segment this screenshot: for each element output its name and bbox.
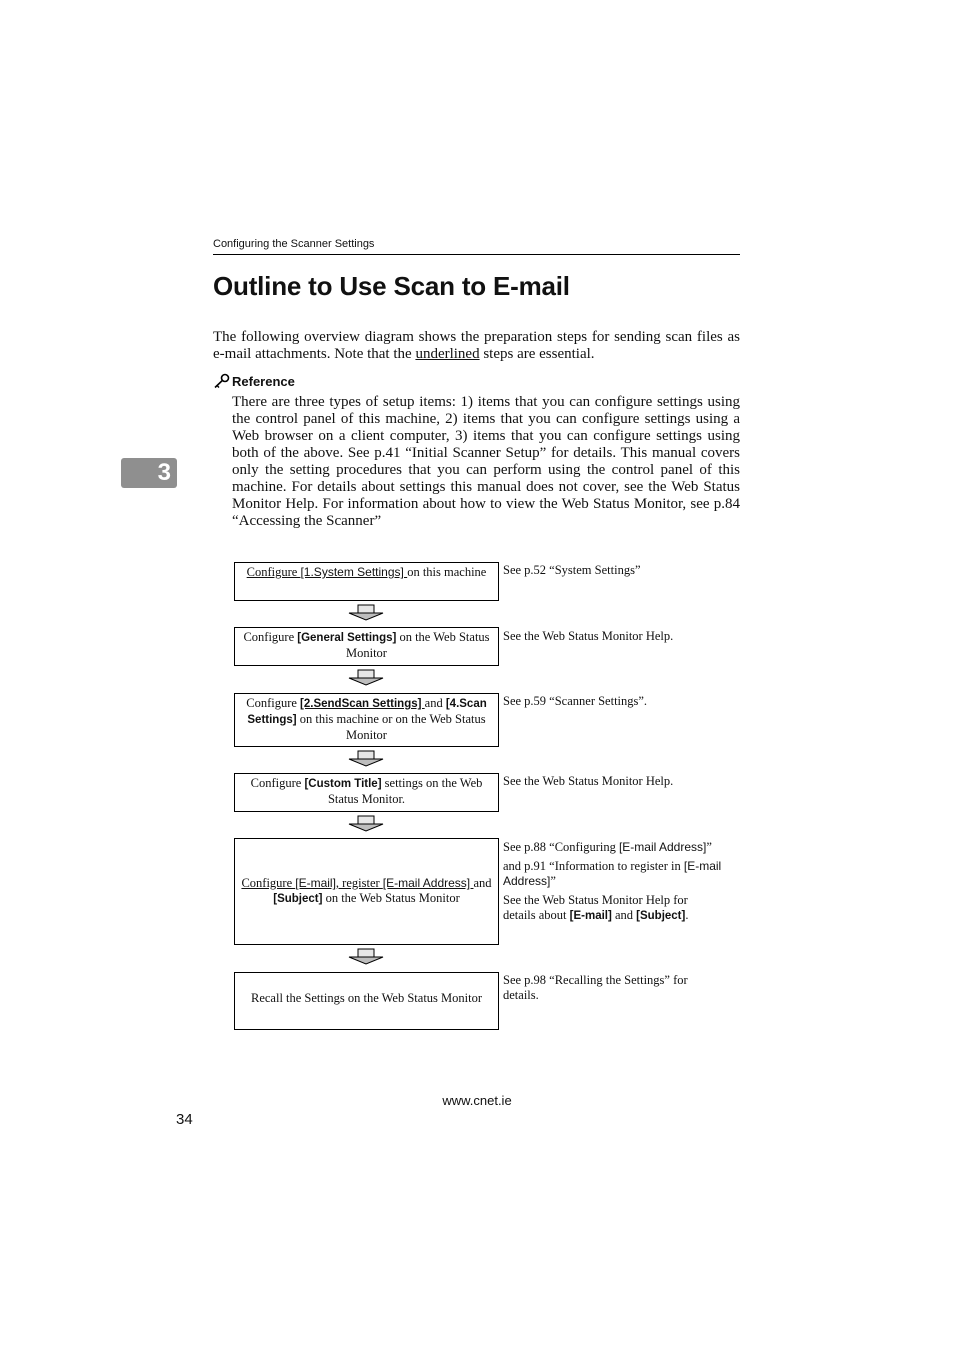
note4-text: See the Web Status Monitor Help. bbox=[503, 774, 674, 788]
step1-text: Configure bbox=[246, 565, 301, 579]
note5-1-end: ” bbox=[706, 840, 712, 854]
flow-step-3 bbox=[234, 693, 499, 747]
down-arrow-icon bbox=[348, 948, 384, 965]
flow-step-2 bbox=[234, 627, 499, 666]
reference-body: There are three types of setup items: 1) items that you can configure settings using the control panel of this machine, 2) items that you can configure settings using a Web browser on a client computer, 3) items that you can configure settings using both of the above. See p.41 “Initial Scanner Setup” for details. This manual covers only the setting procedures that you can perform using the control panel of this machine. For details about settings this manual does not cover, see the Web Status Monitor Help. For information about how to view the Web Status Monitor, see p.84 “Accessing the Scanner” bbox=[232, 394, 740, 529]
step1-key: [1.System Settings] bbox=[300, 565, 408, 579]
footer-url: www.cnet.ie bbox=[442, 1093, 512, 1108]
flow-step-4 bbox=[234, 773, 499, 812]
flow-note-4 bbox=[503, 774, 723, 793]
step1-text-2: on this machine bbox=[407, 565, 487, 579]
step3-text-3: on this machine or on the Web Status Monitor bbox=[296, 712, 486, 742]
step6-text: Recall the Settings on the Web Status Monitor bbox=[250, 991, 483, 1005]
flow-note-1 bbox=[503, 563, 723, 582]
note5-1-key: [E-mail Address] bbox=[618, 840, 707, 854]
note5-2-end: ” bbox=[550, 874, 556, 888]
down-arrow-icon bbox=[348, 750, 384, 767]
step5-text: Configure bbox=[241, 876, 296, 890]
step2-text: Configure bbox=[243, 630, 298, 644]
down-arrow-icon bbox=[348, 815, 384, 832]
note5-1-text: See p.88 “Configuring bbox=[503, 840, 619, 854]
intro-text-2: steps are essential. bbox=[479, 346, 595, 362]
note5-3-end: . bbox=[685, 908, 689, 922]
reference-label: Reference bbox=[232, 374, 295, 389]
step2-text-2: on the Web Status Monitor bbox=[346, 630, 490, 660]
down-arrow-icon bbox=[348, 669, 384, 686]
intro-text-1: The following overview diagram shows the preparation steps for sending scan files as e-mail attachments. Note that the bbox=[213, 329, 740, 362]
note5-line-1 bbox=[503, 840, 723, 855]
step5-key-2: [E-mail Address] bbox=[382, 876, 474, 890]
flow-step-5 bbox=[234, 838, 499, 945]
step5-key-3: [Subject] bbox=[273, 893, 323, 905]
flow-note-3 bbox=[503, 694, 723, 713]
step3-text-2: and bbox=[424, 696, 446, 710]
note2-text: See the Web Status Monitor Help. bbox=[503, 629, 674, 643]
step4-text: Configure bbox=[250, 776, 305, 790]
step5-text-2: , register bbox=[335, 876, 383, 890]
note1-text: See p.52 “System Settings” bbox=[503, 563, 641, 577]
flow-note-2 bbox=[503, 629, 723, 648]
step3-text: Configure bbox=[246, 696, 301, 710]
note5-3-text: See the Web Status Monitor Help for details about bbox=[503, 893, 688, 922]
intro-paragraph bbox=[213, 329, 740, 363]
reference-heading bbox=[213, 373, 295, 389]
note5-3-key-1: [E-mail] bbox=[569, 910, 612, 922]
page-number: 34 bbox=[176, 1111, 193, 1128]
flow-note-6 bbox=[503, 973, 723, 1007]
underlined-word: underlined bbox=[415, 346, 480, 362]
step2-key: [General Settings] bbox=[297, 632, 397, 644]
flow-step-1 bbox=[234, 562, 499, 601]
step3-key-1: [2.SendScan Settings] bbox=[300, 698, 425, 710]
magnifier-key-icon bbox=[213, 373, 231, 389]
step1-label bbox=[247, 565, 408, 579]
flow-step-6 bbox=[234, 972, 499, 1030]
note5-2-key: [E-mail Address] bbox=[503, 859, 722, 888]
chapter-tab: 3 bbox=[121, 458, 177, 488]
note5-2-text: and p.91 “Information to register in bbox=[503, 859, 684, 873]
note5-3-key-2: [Subject] bbox=[636, 910, 686, 922]
step5-key-1: [E-mail] bbox=[295, 876, 336, 890]
step5-text-3: and bbox=[473, 876, 492, 890]
flow-note-5 bbox=[503, 840, 723, 928]
note5-line-3 bbox=[503, 893, 723, 924]
step5-label bbox=[241, 876, 473, 890]
note6-text: See p.98 “Recalling the Settings” for details. bbox=[503, 973, 688, 1002]
page-title: Outline to Use Scan to E-mail bbox=[213, 271, 570, 301]
step3-key-2: [4.Scan Settings] bbox=[247, 698, 487, 726]
note3-text: See p.59 “Scanner Settings”. bbox=[503, 694, 648, 708]
note5-line-2 bbox=[503, 859, 723, 889]
down-arrow-icon bbox=[348, 604, 384, 621]
step4-key: [Custom Title] bbox=[304, 778, 382, 790]
running-head: Configuring the Scanner Settings bbox=[213, 238, 740, 255]
step4-text-2: settings on the Web Status Monitor. bbox=[327, 776, 483, 806]
note5-3-text-2: and bbox=[611, 908, 637, 922]
step5-text-4: on the Web Status Monitor bbox=[322, 891, 460, 905]
